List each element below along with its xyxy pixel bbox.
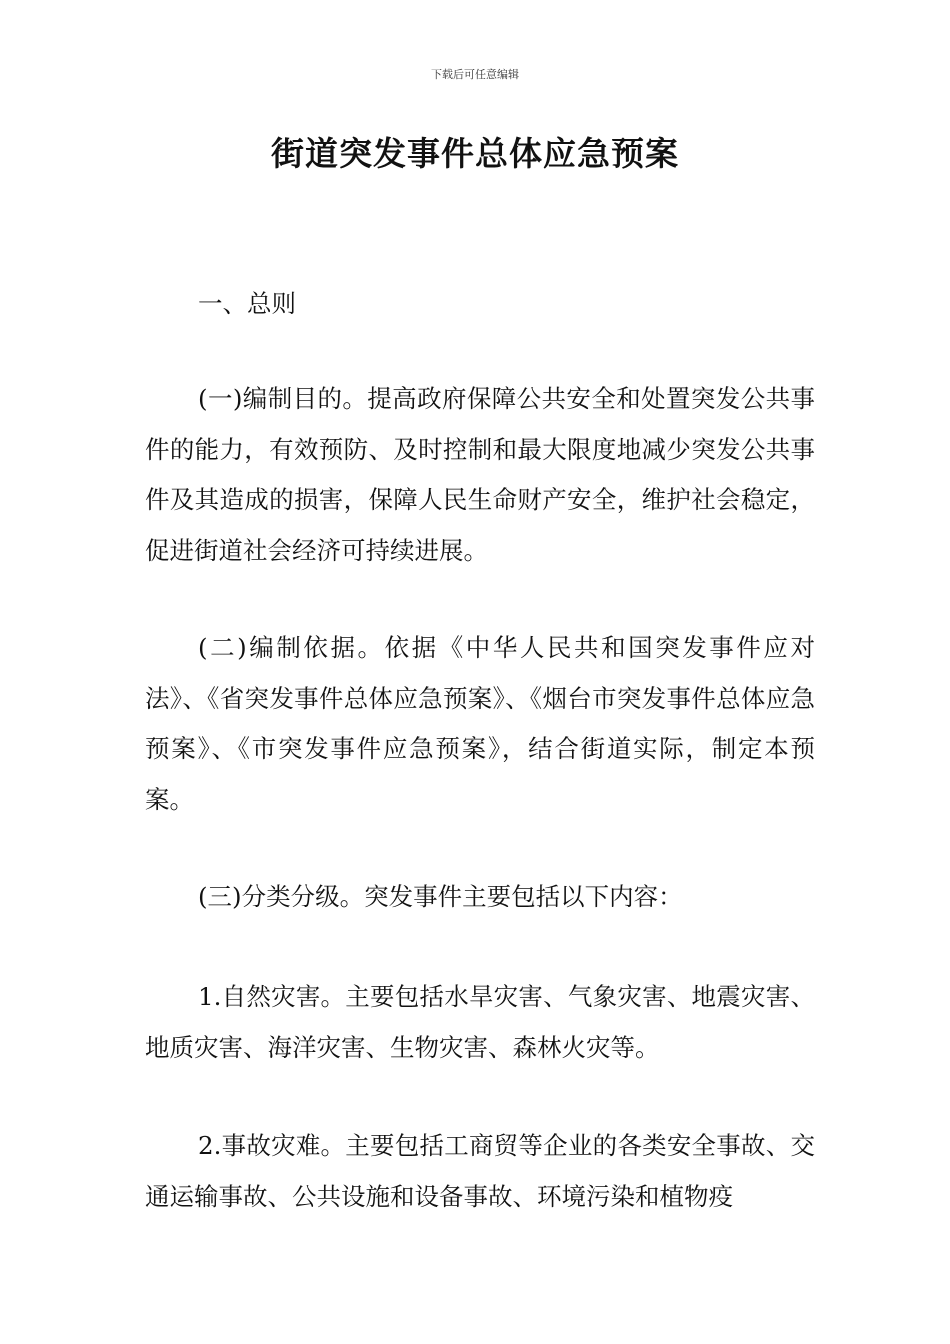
paragraph-purpose: (一)编制目的。提高政府保障公共安全和处置突发公共事件的能力，有效预防、及时控制和最大限度地减少突发公共事件及其造成的损害，保障人民生命财产安全，维护社会稳定，促进街道社会经济可持续进展。 [145,384,815,565]
paragraph-natural-disasters: 1.自然灾害。主要包括水旱灾害、气象灾害、地震灾害、地质灾害、海洋灾害、生物灾害、森林火灾等。 [145,982,815,1062]
header-note: 下载后可任意编辑 [431,68,519,81]
section-heading-general: 一、总则 [198,289,296,318]
paragraph-accidents: 2.事故灾难。主要包括工商贸等企业的各类安全事故、交通运输事故、公共设施和设备事故、环境污染和植物疫 [145,1131,815,1211]
paragraph-classification: (三)分类分级。突发事件主要包括以下内容： [198,882,683,911]
paragraph-basis: (二)编制依据。依据《中华人民共和国突发事件应对法》、《省突发事件总体应急预案》、《烟台市突发事件总体应急预案》、《市突发事件应急预案》，结合街道实际，制定本预案。 [145,633,815,814]
document-title: 街道突发事件总体应急预案 [271,134,679,173]
